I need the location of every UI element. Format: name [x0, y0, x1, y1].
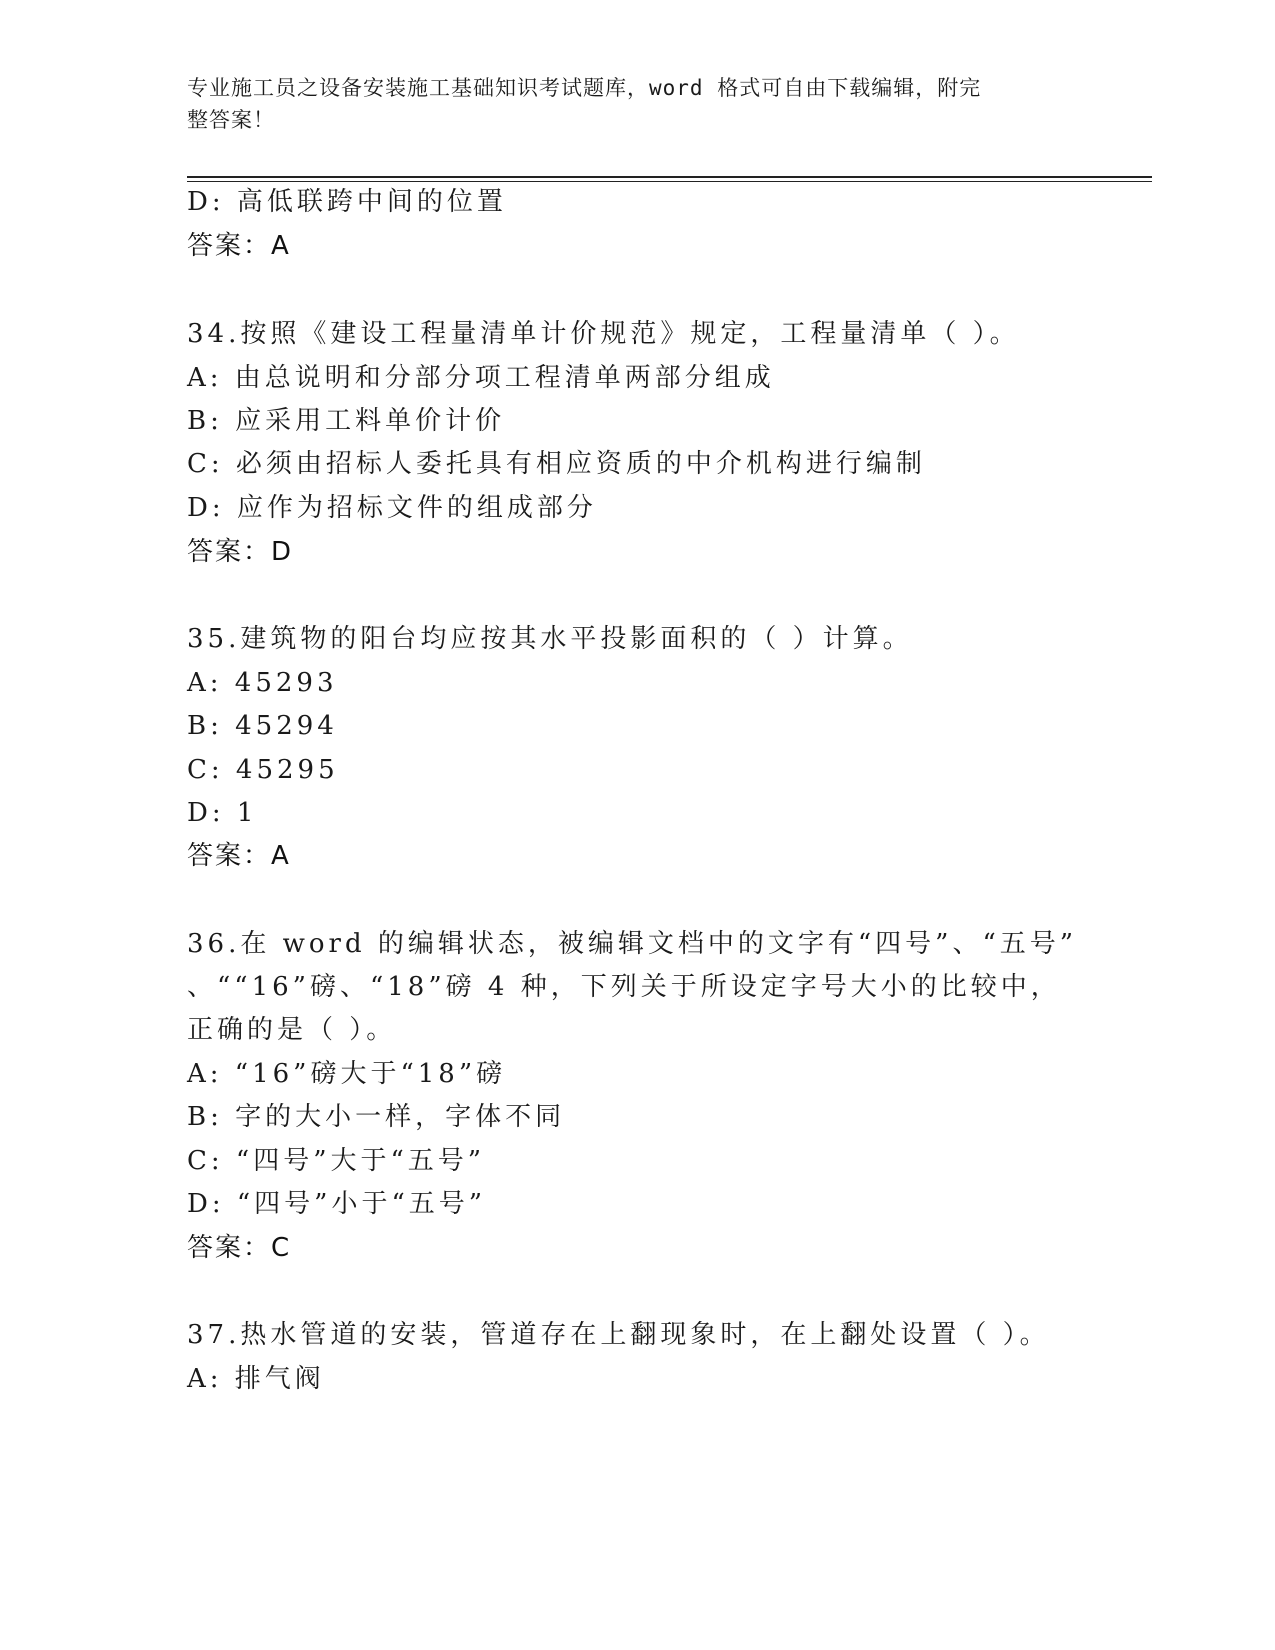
q36-stem-line-2: 、““16”磅、“18”磅 4 种，下列关于所设定字号大小的比较中，	[187, 972, 1061, 1002]
q35-option-b: B: 45294	[187, 711, 338, 741]
q35-option-c: C: 45295	[187, 755, 339, 785]
q34-option-b: B: 应采用工料单价计价	[187, 406, 506, 436]
q36-option-d: D: “四号”小于“五号”	[187, 1189, 487, 1219]
q37-stem: 37.热水管道的安装，管道存在上翻现象时，在上翻处设置（ ）。	[187, 1320, 1050, 1350]
q33-answer: 答案：A	[187, 231, 291, 261]
q35-stem: 35.建筑物的阳台均应按其水平投影面积的（ ）计算。	[187, 624, 913, 654]
q34-option-d: D: 应作为招标文件的组成部分	[187, 493, 597, 523]
q36-stem-line-3: 正确的是（ ）。	[187, 1015, 397, 1045]
header-divider-thick	[187, 176, 1152, 178]
document-header	[187, 72, 1067, 136]
q34-stem: 34.按照《建设工程量清单计价规范》规定，工程量清单（ ）。	[187, 319, 1020, 349]
q35-option-a: A: 45293	[187, 668, 338, 698]
q37-option-a: A: 排气阀	[187, 1364, 325, 1394]
q36-option-c: C: “四号”大于“五号”	[187, 1146, 486, 1176]
q35-answer: 答案：A	[187, 841, 291, 871]
q36-stem-line-1: 36.在 word 的编辑状态，被编辑文档中的文字有“四号”、“五号”	[187, 929, 1078, 959]
q35-option-d: D: 1	[187, 798, 258, 828]
q33-option-d: D: 高低联跨中间的位置	[187, 187, 507, 217]
header-divider-thin	[187, 181, 1152, 182]
q34-option-a: A: 由总说明和分部分项工程清单两部分组成	[187, 363, 775, 393]
header-line-2: 整答案！	[187, 108, 275, 132]
q34-option-c: C: 必须由招标人委托具有相应资质的中介机构进行编制	[187, 449, 926, 479]
q36-answer: 答案：C	[187, 1233, 292, 1263]
q34-answer: 答案：D	[187, 537, 294, 567]
header-line-1: 专业施工员之设备安装施工基础知识考试题库，word 格式可自由下载编辑，附完	[187, 76, 982, 100]
q36-option-a: A: “16”磅大于“18”磅	[187, 1059, 507, 1089]
q36-option-b: B: 字的大小一样，字体不同	[187, 1102, 566, 1132]
